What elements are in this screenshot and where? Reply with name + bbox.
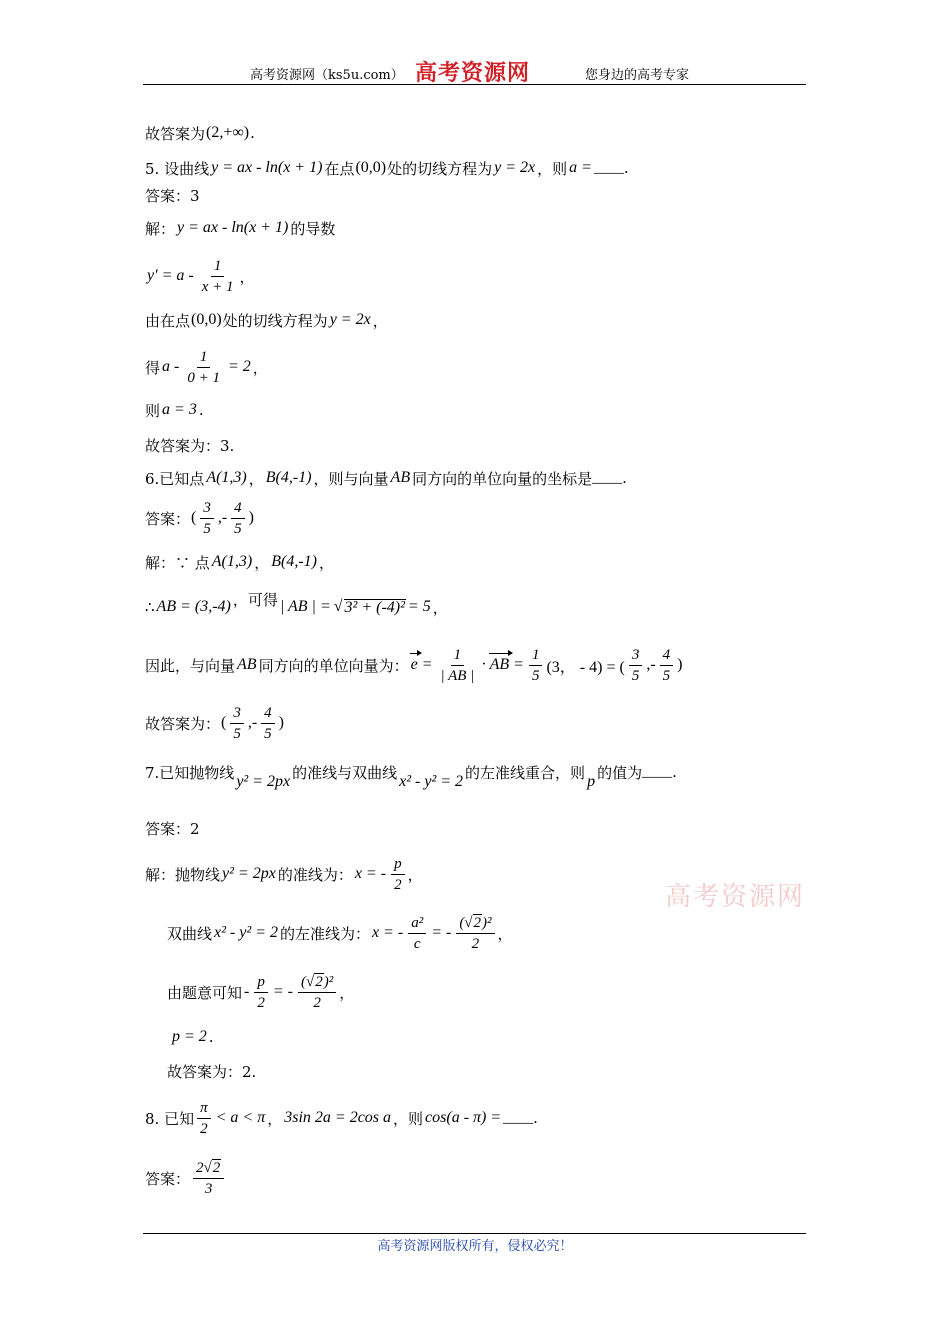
fraction <box>231 498 245 539</box>
math: A(1,3) <box>211 553 253 570</box>
math: y = 2x <box>329 311 371 328</box>
text: ， <box>239 267 255 286</box>
fraction-numerator: 3 <box>230 703 244 724</box>
text: 的值为 <box>597 763 643 782</box>
fraction-denominator: 5 <box>203 520 211 537</box>
text: 同方向的单位向量为： <box>258 656 409 675</box>
text: 6.已知点 <box>145 469 205 488</box>
answer-blank: ____ <box>503 1109 534 1126</box>
text: 答案：2 <box>145 819 200 838</box>
fraction-numerator: 4 <box>231 498 245 519</box>
math: a = <box>569 159 592 176</box>
text: ， <box>407 865 423 884</box>
math: = - <box>272 983 293 1000</box>
fraction <box>184 347 223 388</box>
radicand: 3² + (-4)² <box>344 598 405 616</box>
q7-solution-2 <box>167 911 513 955</box>
fraction-denominator: 5 <box>662 667 671 684</box>
text: ， <box>497 924 513 943</box>
fraction-numerator: p <box>391 854 405 875</box>
math: < a < π <box>215 1109 266 1126</box>
math: AB <box>237 656 257 673</box>
math: y² = 2px <box>236 773 291 790</box>
q5-solution-1 <box>145 206 335 250</box>
fraction-numerator: 3 <box>200 498 214 519</box>
question-7 <box>145 750 677 794</box>
header-site: 高考资源网（ks5u.com） <box>250 68 404 83</box>
header-rule <box>143 84 806 85</box>
fraction-denominator: 2 <box>200 1120 208 1137</box>
radicand: 2 <box>212 1159 221 1176</box>
text: ，可得 <box>232 590 278 609</box>
text: . <box>250 124 255 142</box>
math: y = ax - ln(x + 1) <box>211 159 323 176</box>
math: B(4,-1) <box>271 553 317 570</box>
q6-solution-3 <box>145 643 683 687</box>
text: 处的切线方程为 <box>387 159 493 178</box>
q7-solution-3 <box>167 970 354 1014</box>
fraction-denominator: | AB | <box>440 667 475 684</box>
math: a = 3 <box>162 401 197 418</box>
math: y = ax - ln(x + 1) <box>177 219 289 236</box>
math: B(4,-1) <box>265 469 312 486</box>
fraction <box>261 703 275 744</box>
q5-solution-2 <box>145 254 255 298</box>
fraction <box>408 913 426 954</box>
q7-answer <box>145 806 200 850</box>
fraction <box>437 645 477 686</box>
math: = - <box>431 924 452 941</box>
radical-close: )² <box>482 914 492 931</box>
math: (0,0) <box>355 159 387 176</box>
math: cos(a - π) = <box>425 1109 502 1126</box>
answer-blank: ____ <box>592 469 623 486</box>
math: (2,+∞) <box>206 124 250 141</box>
radical-open: (√ <box>300 973 315 990</box>
fraction <box>200 498 214 539</box>
math: y² = 2px <box>222 865 276 882</box>
fraction-numerator: π <box>197 1098 211 1119</box>
text: 的准线与双曲线 <box>292 763 398 782</box>
fraction <box>298 972 336 1013</box>
text: ， <box>319 553 335 572</box>
text: 解：抛物线 <box>145 865 221 884</box>
text: ，则 <box>393 1109 424 1128</box>
text: 答案： <box>145 1169 191 1188</box>
text: 因此，与向量 <box>145 656 236 675</box>
fraction-numerator: 4 <box>261 703 275 724</box>
math: x = - <box>354 865 387 882</box>
question-8 <box>145 1096 538 1140</box>
radicand: 2 <box>473 914 482 931</box>
text: . <box>208 1028 214 1046</box>
radical-open: (√ <box>459 914 473 931</box>
q7-solution-1 <box>145 852 423 896</box>
text: 故答案为： <box>145 714 221 733</box>
math: (0,0) <box>191 311 222 328</box>
fraction-denominator: 5 <box>631 667 640 684</box>
fraction-numerator: p <box>254 972 268 993</box>
text: 7.已知抛物线 <box>145 763 235 782</box>
fraction <box>254 972 268 1013</box>
text: 的准线为： <box>277 865 353 884</box>
text: ， <box>254 553 270 572</box>
text: ， <box>432 598 448 617</box>
fraction-numerator: 1 <box>197 347 211 368</box>
math: = 5 <box>407 598 431 615</box>
math: x² - y² = 2 <box>214 924 278 941</box>
fraction <box>629 645 643 686</box>
math: ) <box>278 714 284 731</box>
text: 解： <box>145 219 176 238</box>
text: ， <box>248 469 264 488</box>
text: 的左准线为： <box>279 924 370 943</box>
math: ( <box>191 509 197 526</box>
math: x = - <box>371 924 404 941</box>
text: 答案：3 <box>145 186 200 205</box>
fraction-denominator: 5 <box>233 725 241 742</box>
watermark: 高考资源网 <box>665 882 806 912</box>
math: 3sin 2a = 2cos a <box>284 1109 392 1126</box>
footer-copyright: 高考资源网版权所有，侵权必究！ <box>377 1239 573 1254</box>
text: 在点 <box>324 159 355 178</box>
text: ， <box>267 1109 283 1128</box>
fraction-denominator: c <box>413 935 421 952</box>
fraction-denominator: 2 <box>394 876 402 893</box>
math: ,- <box>247 714 258 731</box>
fraction-denominator: 3 <box>204 1180 213 1197</box>
math: ,- <box>217 509 228 526</box>
text: 同方向的单位向量的坐标是 <box>412 469 593 488</box>
fraction-denominator: 2 <box>313 994 321 1011</box>
text: ， <box>339 983 355 1002</box>
fraction <box>529 645 543 686</box>
q6-answer <box>145 496 255 540</box>
site-logo: 高考资源网 <box>415 60 531 86</box>
q5-solution-4 <box>145 345 268 389</box>
math: = <box>421 656 433 673</box>
math: ,- <box>646 656 656 673</box>
text: ，则 <box>537 159 568 178</box>
q7-final-answer <box>167 1049 256 1093</box>
text: ， <box>252 358 268 377</box>
fraction <box>456 913 494 954</box>
math: ) <box>677 656 683 673</box>
fraction-denominator: 5 <box>531 667 540 684</box>
fraction-numerator <box>456 913 494 934</box>
text: ，则与向量 <box>313 469 389 488</box>
text: 处的切线方程为 <box>222 311 328 330</box>
fraction-denominator: 5 <box>264 725 272 742</box>
radicand: 2 <box>315 973 323 990</box>
fraction <box>193 1158 224 1199</box>
math: AB <box>390 469 411 486</box>
footer-rule <box>143 1233 806 1234</box>
q5-solution-3 <box>145 298 388 342</box>
fraction-numerator: 3 <box>629 645 643 666</box>
text: 5. 设曲线 <box>145 159 210 178</box>
text: 8. 已知 <box>145 1109 195 1128</box>
vector-ab: AB <box>489 656 510 673</box>
q6-final-answer <box>145 701 285 745</box>
text: 双曲线 <box>167 924 213 943</box>
radical-sign: √ <box>333 598 343 615</box>
math: - <box>244 983 250 1000</box>
text: 由题意可知 <box>167 983 243 1002</box>
text: 故答案为：3. <box>145 436 235 455</box>
text: . <box>533 1109 538 1127</box>
header-slogan: 您身边的高考专家 <box>585 68 690 83</box>
q8-answer <box>145 1156 227 1200</box>
fraction-denominator: 5 <box>234 520 242 537</box>
vector-e: e <box>410 656 418 673</box>
radical-open: 2√ <box>196 1159 212 1176</box>
radical-close: )² <box>323 973 334 990</box>
math: · <box>481 656 487 673</box>
text: 解：∵ 点 <box>145 553 210 572</box>
answer-blank: ____ <box>642 763 673 780</box>
fraction-numerator <box>193 1158 224 1179</box>
text: 则 <box>145 401 161 420</box>
fraction-numerator: 1 <box>529 645 543 666</box>
text: 故答案为 <box>145 124 206 143</box>
text: 的导数 <box>290 219 336 238</box>
fraction <box>230 703 244 744</box>
math: AB = (3,-4) <box>156 598 231 615</box>
fraction-denominator: x + 1 <box>201 278 234 295</box>
text: 得 <box>145 358 161 377</box>
math: y = 2x <box>494 159 536 176</box>
math: x² - y² = 2 <box>399 773 464 790</box>
question-6 <box>145 456 627 500</box>
text: . <box>623 159 629 177</box>
math: ( <box>221 714 227 731</box>
fraction-denominator: 0 + 1 <box>187 369 220 386</box>
fraction <box>197 1098 211 1139</box>
q6-solution-1 <box>145 540 334 584</box>
math: A(1,3) <box>206 469 247 486</box>
text: 故答案为：2. <box>167 1062 257 1081</box>
math: p <box>587 773 596 790</box>
fraction-numerator: 4 <box>660 645 674 666</box>
text: . <box>198 401 204 419</box>
fraction-numerator: 1 <box>211 256 225 277</box>
text: ， <box>372 311 388 330</box>
math: = <box>513 656 524 673</box>
text: 由在点 <box>145 311 191 330</box>
math: = 2 <box>227 358 251 375</box>
text: . <box>622 469 627 487</box>
math: | AB | = <box>279 598 331 615</box>
text: 的左准线重合，则 <box>465 763 586 782</box>
text: 答案： <box>145 509 191 528</box>
math: p = 2 <box>172 1028 207 1045</box>
math: y′ = a - <box>147 267 194 284</box>
fraction-numerator: 1 <box>451 645 465 666</box>
text: ∴ <box>145 598 155 616</box>
q6-solution-2 <box>145 585 448 629</box>
fraction <box>199 256 237 297</box>
fraction-denominator: 2 <box>471 935 480 952</box>
answer-blank: ____ <box>593 159 624 176</box>
math: ) <box>248 509 254 526</box>
fraction-numerator <box>298 972 336 993</box>
fraction-numerator: a² <box>408 913 426 934</box>
math: (3， - 4) = ( <box>546 658 625 676</box>
question-5 <box>145 146 629 190</box>
fraction-denominator: 2 <box>257 994 265 1011</box>
text: . <box>672 763 677 781</box>
fraction <box>391 854 405 895</box>
math: a - <box>162 358 180 375</box>
fraction <box>660 645 674 686</box>
